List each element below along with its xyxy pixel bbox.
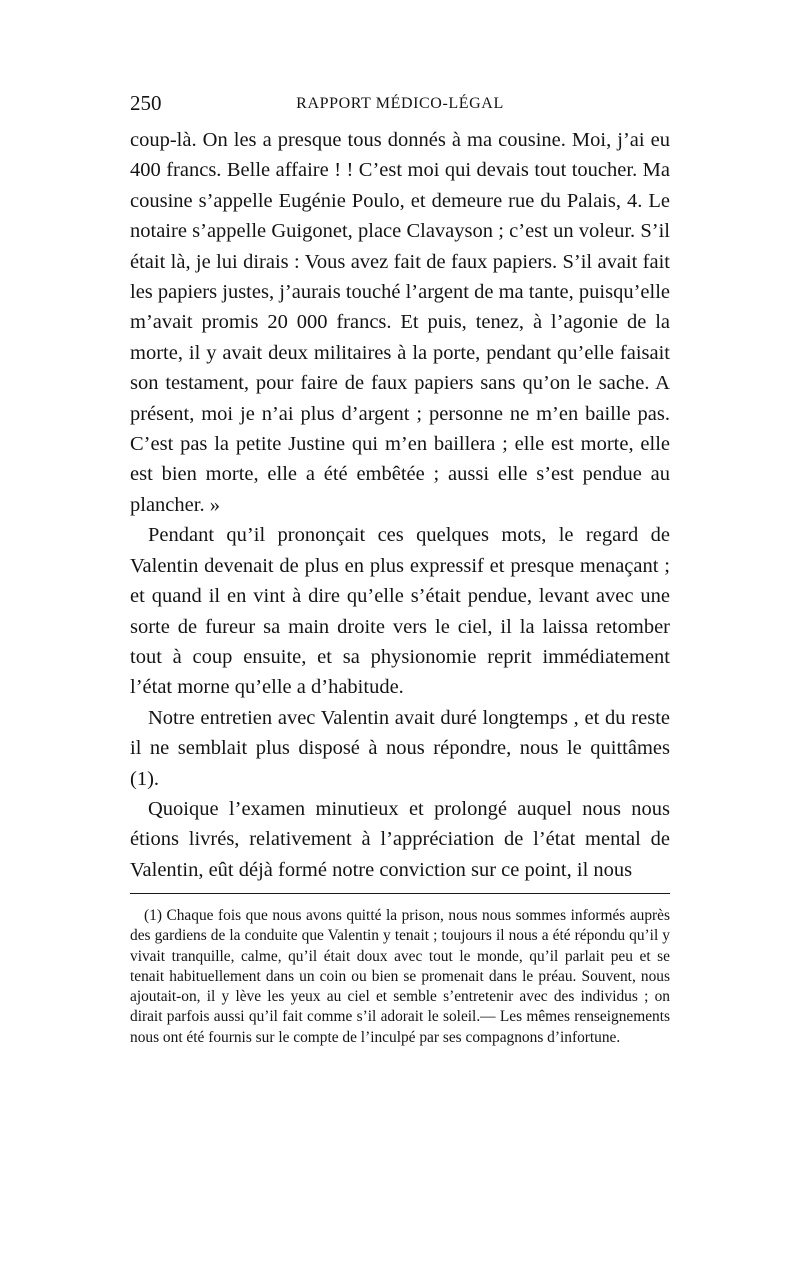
- running-title: RAPPORT MÉDICO-LÉGAL: [296, 95, 504, 112]
- body-text: [130, 125, 670, 885]
- footnote-separator: [130, 893, 670, 894]
- page-header: [130, 90, 670, 116]
- paragraph: Quoique l’examen minutieux et prolongé auquel nous nous étions livrés, relativement à l’appréciation de l’état mental de Valentin, eût déjà formé notre conviction sur ce point, il nous: [130, 797, 670, 881]
- page-number: 250: [130, 91, 162, 115]
- footnote: (1) Chaque fois que nous avons quitté la prison, nous nous sommes informés auprès des gardiens de la conduite que Valentin y tenait ; toujours il nous a été répondu qu’il y vivait tranquille, calme, qu’il était doux avec tout le monde, qu’il parlait peu et se tenait habituellement dans un coin ou bien se promenait dans le préau. Souvent, nous ajoutait-on, il y lève les yeux au ciel et semble s’entretenir avec des individus ; on dirait parfois aussi qu’il fait comme s’il adorait le soleil.— Les mêmes renseignements nous ont été fournis sur le compte de l’inculpé par ses compagnons d’infortune.: [130, 907, 670, 1046]
- paragraph: Pendant qu’il prononçait ces quelques mots, le regard de Valentin devenait de plus en plus expressif et presque menaçant ; et quand il en vint à dire qu’elle s’était pendue, levant avec une sorte de fureur sa main droite vers le ciel, il la laissa retomber tout à coup ensuite, et sa physionomie reprit immédiatement l’état morne qu’elle a d’habitude.: [130, 524, 670, 699]
- paragraph-continued: coup-là. On les a presque tous donnés à ma cousine. Moi, j’ai eu 400 francs. Belle affaire ! ! C’est moi qui devais tout toucher. Ma cousine s’appelle Eugénie Poulo, et demeure rue du Palais, 4. Le notaire s’appelle Guigonet, place Clavayson ; c’est un voleur. S’il était là, je lui dirais : Vous avez fait de faux papiers. S’il avait fait les papiers justes, j’aurais touché l’argent de ma tante, puisqu’elle m’avait promis 20 000 francs. Et puis, tenez, à l’agonie de la morte, il y avait deux militaires à la porte, pendant qu’elle faisait son testament, pour faire de faux papiers sans qu’on le sache. A présent, moi je n’ai plus d’argent ; personne ne m’en baille pas. C’est pas la petite Justine qui m’en baillera ; elle est morte, elle est bien morte, elle a été embêtée ; aussi elle s’est pendue au plancher. »: [130, 129, 670, 516]
- footnotes: [130, 906, 670, 1048]
- paragraph: Notre entretien avec Valentin avait duré longtemps , et du reste il ne semblait plus disposé à nous répondre, nous le quittâmes (1).: [130, 706, 670, 790]
